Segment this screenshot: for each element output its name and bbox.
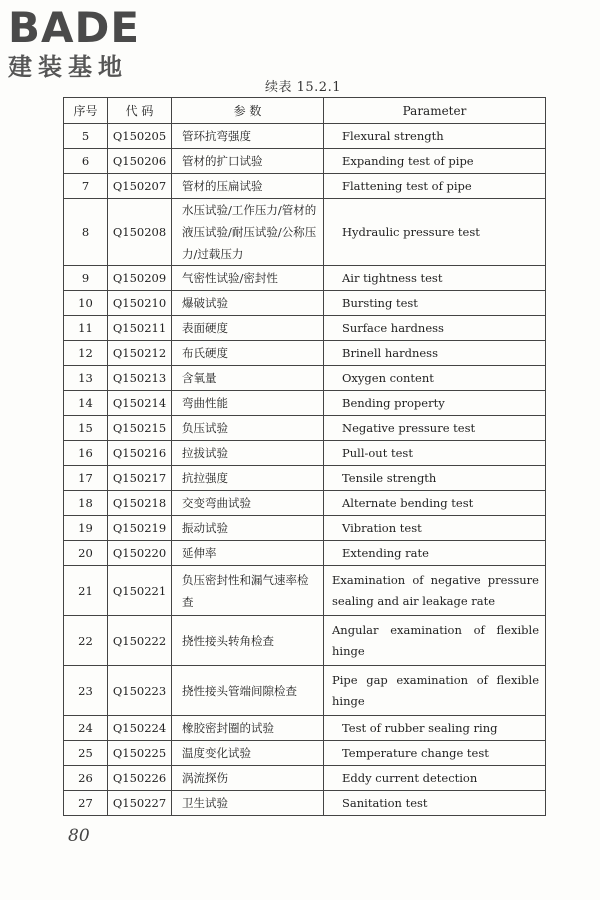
- row-index: 15: [64, 416, 108, 441]
- row-english: Hydraulic pressure test: [324, 199, 546, 266]
- table-row: [64, 666, 546, 716]
- row-code: Q150208: [108, 199, 172, 266]
- row-chinese: 延伸率: [172, 541, 324, 566]
- row-english: Extending rate: [324, 541, 546, 566]
- row-code: Q150213: [108, 366, 172, 391]
- row-english: Air tightness test: [324, 266, 546, 291]
- table-row: [64, 341, 546, 366]
- row-code: Q150219: [108, 516, 172, 541]
- row-english: Oxygen content: [324, 366, 546, 391]
- row-index: 25: [64, 741, 108, 766]
- row-chinese: 负压密封性和漏气速率检查: [172, 566, 324, 616]
- row-index: 5: [64, 124, 108, 149]
- row-index: 22: [64, 616, 108, 666]
- parameter-table: [63, 97, 546, 816]
- row-english: Sanitation test: [324, 791, 546, 816]
- row-chinese: 卫生试验: [172, 791, 324, 816]
- table-caption: 续表 15.2.1: [265, 80, 341, 95]
- row-code: Q150227: [108, 791, 172, 816]
- logo-brand-text: BADE: [8, 3, 141, 52]
- row-english: Test of rubber sealing ring: [324, 716, 546, 741]
- row-chinese: 布氏硬度: [172, 341, 324, 366]
- row-english: Expanding test of pipe: [324, 149, 546, 174]
- row-code: Q150210: [108, 291, 172, 316]
- row-code: Q150211: [108, 316, 172, 341]
- logo-subtitle: 建装基地: [8, 53, 128, 81]
- row-chinese: 含氧量: [172, 366, 324, 391]
- row-code: Q150209: [108, 266, 172, 291]
- row-english: Vibration test: [324, 516, 546, 541]
- row-english: Pull-out test: [324, 441, 546, 466]
- row-code: Q150215: [108, 416, 172, 441]
- table-row: [64, 149, 546, 174]
- table-header-row: [64, 98, 546, 124]
- table-row: [64, 366, 546, 391]
- row-code: Q150205: [108, 124, 172, 149]
- row-code: Q150216: [108, 441, 172, 466]
- header-code: 代 码: [108, 98, 172, 124]
- row-chinese: 爆破试验: [172, 291, 324, 316]
- row-index: 18: [64, 491, 108, 516]
- row-code: Q150220: [108, 541, 172, 566]
- row-chinese: 表面硬度: [172, 316, 324, 341]
- row-chinese: 拉拔试验: [172, 441, 324, 466]
- row-chinese: 抗拉强度: [172, 466, 324, 491]
- row-code: Q150206: [108, 149, 172, 174]
- row-english: Tensile strength: [324, 466, 546, 491]
- row-index: 7: [64, 174, 108, 199]
- row-chinese: 管环抗弯强度: [172, 124, 324, 149]
- row-chinese: 涡流探伤: [172, 766, 324, 791]
- table-row: [64, 541, 546, 566]
- row-code: Q150223: [108, 666, 172, 716]
- table-row: [64, 766, 546, 791]
- row-index: 6: [64, 149, 108, 174]
- row-code: Q150226: [108, 766, 172, 791]
- row-english: Surface hardness: [324, 316, 546, 341]
- row-code: Q150217: [108, 466, 172, 491]
- row-english: Flexural strength: [324, 124, 546, 149]
- table-row: [64, 391, 546, 416]
- row-code: Q150225: [108, 741, 172, 766]
- row-chinese: 管材的压扁试验: [172, 174, 324, 199]
- header-chinese: 参 数: [172, 98, 324, 124]
- table-row: [64, 516, 546, 541]
- table-row: [64, 491, 546, 516]
- row-index: 19: [64, 516, 108, 541]
- table-row: [64, 174, 546, 199]
- row-index: 17: [64, 466, 108, 491]
- row-english: Brinell hardness: [324, 341, 546, 366]
- row-english: Bursting test: [324, 291, 546, 316]
- header-english: Parameter: [324, 98, 546, 124]
- row-index: 10: [64, 291, 108, 316]
- row-code: Q150224: [108, 716, 172, 741]
- row-chinese: 温度变化试验: [172, 741, 324, 766]
- row-english: Angular examination of flexible hinge: [324, 616, 546, 666]
- row-english: Negative pressure test: [324, 416, 546, 441]
- row-english: Pipe gap examination of flexible hinge: [324, 666, 546, 716]
- row-index: 11: [64, 316, 108, 341]
- table-row: [64, 124, 546, 149]
- row-chinese: 交变弯曲试验: [172, 491, 324, 516]
- table-row: [64, 716, 546, 741]
- table-row: [64, 791, 546, 816]
- table-row: [64, 616, 546, 666]
- table-row: [64, 466, 546, 491]
- header-index: 序号: [64, 98, 108, 124]
- row-chinese: 管材的扩口试验: [172, 149, 324, 174]
- row-code: Q150214: [108, 391, 172, 416]
- table-row: [64, 199, 546, 266]
- row-chinese: 负压试验: [172, 416, 324, 441]
- row-english: Bending property: [324, 391, 546, 416]
- row-chinese: 挠性接头转角检查: [172, 616, 324, 666]
- row-index: 9: [64, 266, 108, 291]
- table-row: [64, 441, 546, 466]
- row-chinese: 水压试验/工作压力/管材的液压试验/耐压试验/公称压力/过载压力: [172, 199, 324, 266]
- row-index: 20: [64, 541, 108, 566]
- table-row: [64, 291, 546, 316]
- brand-logo: [8, 4, 183, 82]
- row-chinese: 挠性接头管端间隙检查: [172, 666, 324, 716]
- row-index: 13: [64, 366, 108, 391]
- page-number: 80: [68, 826, 90, 846]
- row-index: 14: [64, 391, 108, 416]
- row-english: Temperature change test: [324, 741, 546, 766]
- row-index: 26: [64, 766, 108, 791]
- row-code: Q150221: [108, 566, 172, 616]
- row-index: 8: [64, 199, 108, 266]
- row-english: Flattening test of pipe: [324, 174, 546, 199]
- table-row: [64, 316, 546, 341]
- row-chinese: 振动试验: [172, 516, 324, 541]
- row-code: Q150207: [108, 174, 172, 199]
- table-row: [64, 741, 546, 766]
- row-code: Q150222: [108, 616, 172, 666]
- row-index: 21: [64, 566, 108, 616]
- row-index: 23: [64, 666, 108, 716]
- row-code: Q150218: [108, 491, 172, 516]
- row-index: 24: [64, 716, 108, 741]
- row-english: Examination of negative pressure sealing and air leakage rate: [324, 566, 546, 616]
- row-english: Eddy current detection: [324, 766, 546, 791]
- table-row: [64, 566, 546, 616]
- table-row: [64, 416, 546, 441]
- row-index: 16: [64, 441, 108, 466]
- row-index: 27: [64, 791, 108, 816]
- row-chinese: 气密性试验/密封性: [172, 266, 324, 291]
- table-row: [64, 266, 546, 291]
- row-chinese: 橡胶密封圈的试验: [172, 716, 324, 741]
- row-code: Q150212: [108, 341, 172, 366]
- row-chinese: 弯曲性能: [172, 391, 324, 416]
- row-english: Alternate bending test: [324, 491, 546, 516]
- row-index: 12: [64, 341, 108, 366]
